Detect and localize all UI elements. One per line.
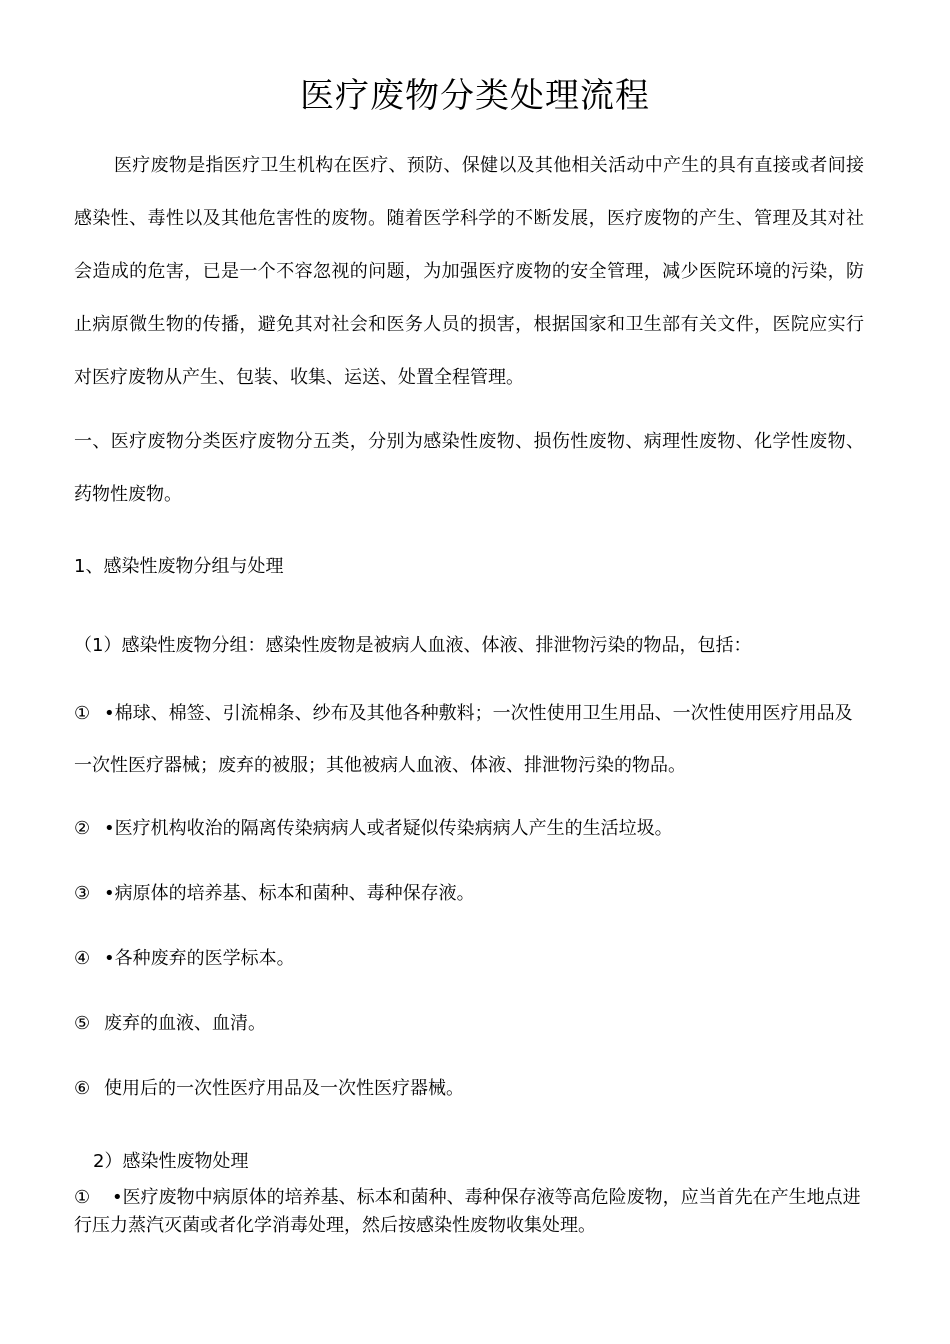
list-item-text: •病原体的培养基、标本和菌种、毒种保存液。	[104, 883, 475, 904]
list-item	[74, 803, 864, 855]
list-item	[74, 1063, 864, 1115]
list-item	[74, 998, 864, 1050]
list-item-text: •医疗机构收治的隔离传染病病人或者疑似传染病病人产生的生活垃圾。	[104, 818, 673, 839]
list-item-text: •各种废弃的医学标本。	[104, 948, 295, 969]
list-item-number: ③	[74, 883, 91, 904]
document-title: 医疗废物分类处理流程	[300, 76, 650, 116]
list-item	[74, 688, 864, 792]
subsection-1-heading: 1、感染性废物分组与处理	[74, 556, 284, 577]
list-item-number: ①	[74, 1187, 91, 1208]
list-item-text: •棉球、棉签、引流棉条、纱布及其他各种敷料；一次性使用卫生用品、一次性使用医疗用品及一次性医疗器械；废弃的被服；其他被病人血液、体液、排泄物污染的物品。	[74, 703, 853, 776]
list-item-text: 使用后的一次性医疗用品及一次性医疗器械。	[104, 1078, 464, 1099]
list-item	[74, 868, 864, 920]
list-item-number: ①	[74, 703, 91, 724]
list-item-number: ⑥	[74, 1078, 91, 1099]
list-item-text: 废弃的血液、血清。	[104, 1013, 266, 1034]
list-item-number: ⑤	[74, 1013, 91, 1034]
subsection-1-1-paragraph: （1）感染性废物分组：感染性废物是被病人血液、体液、排泄物污染的物品，包括：	[74, 635, 752, 656]
list-item-number: ②	[74, 818, 91, 839]
section-1-paragraph: 一、医疗废物分类医疗废物分五类，分别为感染性废物、损伤性废物、病理性废物、化学性废物、药物性废物。	[74, 431, 864, 505]
list-item-number: ④	[74, 948, 91, 969]
list-item	[74, 933, 864, 985]
intro-paragraph: 医疗废物是指医疗卫生机构在医疗、预防、保健以及其他相关活动中产生的具有直接或者间接感染性、毒性以及其他危害性的废物。随着医学科学的不断发展，医疗废物的产生、管理及其对社会造成的危害，已是一个不容忽视的问题，为加强医疗废物的安全管理，减少医院环境的污染，防止病原微生物的传播，避免其对社会和医务人员的损害，根据国家和卫生部有关文件，医院应实行对医疗废物从产生、包装、收集、运送、处置全程管理。	[74, 155, 864, 388]
list-item-text: •医疗废物中病原体的培养基、标本和菌种、毒种保存液等高危险废物，应当首先在产生地点进行压力蒸汽灭菌或者化学消毒处理，然后按感染性废物收集处理。	[74, 1187, 861, 1236]
subsection-2-item	[74, 1184, 864, 1240]
subsection-2-heading: 2）感染性废物处理	[93, 1151, 249, 1172]
